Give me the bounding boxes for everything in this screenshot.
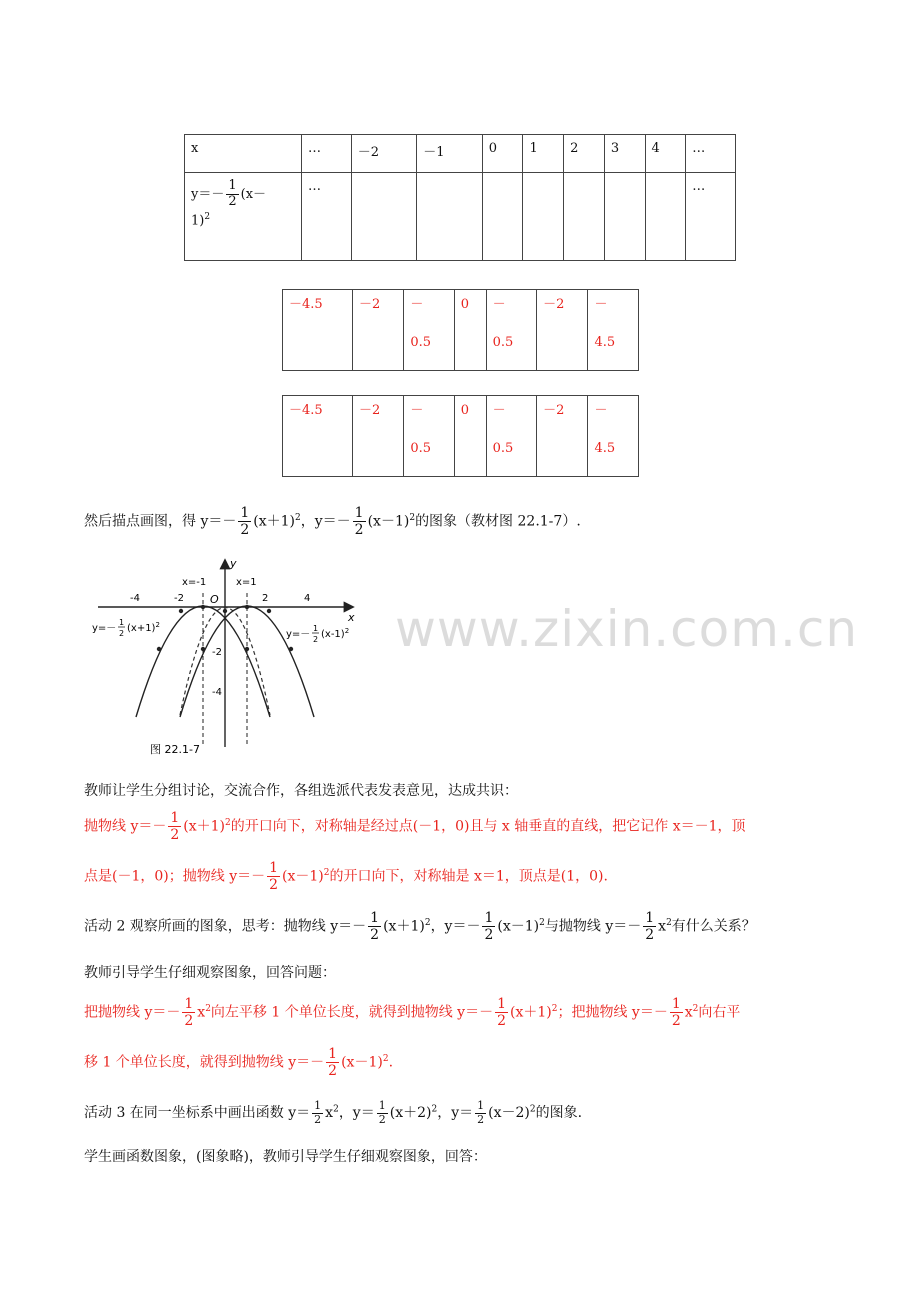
answer-top: － xyxy=(410,297,424,312)
answer-bottom: 0.5 xyxy=(492,335,514,351)
answer-top: －2 xyxy=(358,403,381,418)
y-tick: -4 xyxy=(212,687,222,698)
origin-label: O xyxy=(210,593,219,606)
answer-cell xyxy=(588,290,639,371)
table-cell: －2 xyxy=(351,135,417,173)
answer-cell xyxy=(352,290,403,371)
table-cell xyxy=(564,173,605,261)
frac-den: 2 xyxy=(313,635,319,644)
figure-caption: 图 22.1-7 xyxy=(150,743,200,755)
answer-cell xyxy=(588,396,639,477)
curve-left-label: y=－ xyxy=(92,623,117,634)
y-axis-label: y xyxy=(230,557,237,570)
line-label-right: x=1 xyxy=(236,577,257,588)
table-row xyxy=(283,290,639,371)
answer-top: －2 xyxy=(543,403,565,418)
x-tick: 2 xyxy=(262,593,269,604)
y-tick: -2 xyxy=(212,647,222,658)
answer-cell xyxy=(283,290,353,371)
table-row-y xyxy=(185,173,736,261)
answer-bottom: 0.5 xyxy=(492,441,514,457)
answer-table-2 xyxy=(282,395,639,477)
table-cell xyxy=(523,173,564,261)
answer-top: －4.5 xyxy=(289,403,323,418)
table-cell: 1 xyxy=(523,135,564,173)
table-cell: 3 xyxy=(604,135,645,173)
paragraph-plot-intro: 然后描点画图，得 y＝－ $\frac{1}{2}$ $(x+1)^2$，y＝－ $\frac{1}{2}$ $(x-1)^2$的图象（教材图 22.1-7）. xyxy=(84,505,581,539)
fraction: $\frac{1}{2}$ xyxy=(228,178,237,209)
table-cell xyxy=(482,173,523,261)
paragraph-discussion: 教师让学生分组讨论，交流合作，各组选派代表发表意见，达成共识： xyxy=(84,783,518,799)
answer-bottom: 0.5 xyxy=(410,335,431,351)
y-label-suffix: (x－ xyxy=(240,186,267,202)
line-label-left: x=-1 xyxy=(182,577,207,588)
answer-bottom: 4.5 xyxy=(594,441,616,457)
curve-right-expr: $(x-1)^2$ xyxy=(321,627,350,640)
paragraph-activity-2: 活动 2 观察所画的图象，思考：抛物线 y＝－ $\frac{1}{2}$ $(x+1)^2$，y＝－ $\frac{1}{2}$ $(x-1)^2$与抛物线 y＝－ $\frac{1}{2}$ $x^2$有什么关系？ xyxy=(84,910,756,944)
y-label-prefix: y＝－ xyxy=(191,186,225,202)
table-cell: … xyxy=(302,135,352,173)
x-axis-label: x xyxy=(348,611,355,624)
table-cell: 4 xyxy=(645,135,686,173)
answer-table-1 xyxy=(282,289,639,371)
table-cell: 0 xyxy=(482,135,523,173)
table-cell: 2 xyxy=(564,135,605,173)
answer-top: － xyxy=(594,403,608,418)
paragraph-consensus-2: 点是(－1，0)；抛物线 y＝－ $\frac{1}{2}$ $(x-1)^2$的开口向下，对称轴是 x＝1，顶点是(1，0). xyxy=(84,860,608,894)
paragraph-answer-1: 把抛物线 y＝－ $\frac{1}{2}$ $x^2$向左平移 1 个单位长度，就得到抛物线 y＝－ $\frac{1}{2}$ $(x+1)^2$；把抛物线 y＝－ $\frac{1}{2}$ $x^2$向右平 xyxy=(84,996,741,1030)
table-cell: … xyxy=(686,173,736,261)
answer-top: 0 xyxy=(460,297,470,312)
table-row-x xyxy=(185,135,736,173)
answer-top: － xyxy=(492,297,506,312)
x-tick: 4 xyxy=(304,593,311,604)
table-cell xyxy=(645,173,686,261)
curve-right-label: y=－ xyxy=(286,629,311,640)
frac-num: 1 xyxy=(119,618,125,627)
answer-cell xyxy=(486,290,536,371)
table-row xyxy=(283,396,639,477)
answer-cell xyxy=(454,290,486,371)
paragraph-guide: 教师引导学生仔细观察图象，回答问题： xyxy=(84,965,336,981)
answer-bottom: 4.5 xyxy=(594,335,616,351)
frac-num: 1 xyxy=(313,624,319,633)
table-cell xyxy=(604,173,645,261)
value-table xyxy=(184,134,736,261)
answer-cell xyxy=(404,290,454,371)
table-cell: －1 xyxy=(417,135,483,173)
table-header-y: y＝－ $\frac{1}{2}$ (x－ 1)$^2$ xyxy=(185,173,302,261)
table-header-x: x xyxy=(185,135,302,173)
paragraph-answer-2: 移 1 个单位长度，就得到抛物线 y＝－ $\frac{1}{2}$ $(x-1)^2$. xyxy=(84,1046,394,1080)
y-label-line2: 1) xyxy=(191,213,205,229)
answer-top: － xyxy=(492,403,506,418)
answer-cell xyxy=(454,396,486,477)
answer-bottom: 0.5 xyxy=(410,441,431,457)
frac-den: 2 xyxy=(119,629,125,638)
table-cell: … xyxy=(302,173,352,261)
answer-top: －2 xyxy=(358,297,381,312)
answer-top: －2 xyxy=(543,297,565,312)
answer-top: －4.5 xyxy=(289,297,323,312)
paragraph-consensus-1: 抛物线 y＝－ $\frac{1}{2}$ $(x+1)^2$的开口向下，对称轴是经过点(－1，0)且与 x 轴垂直的直线，把它记作 x＝－1，顶 xyxy=(84,810,746,844)
paragraph-activity-3: 活动 3 在同一坐标系中画出函数 y＝ $\frac{1}{2}$ $x^2$，y＝ $\frac{1}{2}$ $(x+2)^2$，y＝ $\frac{1}{2}$ $(x-2)^2$的图象. xyxy=(84,1099,583,1126)
x-tick: -2 xyxy=(174,593,184,604)
watermark: www.zixin.com.cn xyxy=(395,600,859,658)
curve-left-expr: $(x+1)^2$ xyxy=(127,621,160,634)
table-cell: … xyxy=(686,135,736,173)
answer-cell xyxy=(537,290,588,371)
paragraph-student-draw: 学生画函数图象，(图象略)，教师引导学生仔细观察图象，回答： xyxy=(84,1149,487,1165)
answer-top: 0 xyxy=(460,403,470,418)
answer-cell xyxy=(486,396,536,477)
answer-top: － xyxy=(410,403,424,418)
answer-cell xyxy=(404,396,454,477)
answer-top: － xyxy=(594,297,608,312)
x-tick: -4 xyxy=(130,593,140,604)
answer-cell xyxy=(537,396,588,477)
table-cell xyxy=(417,173,483,261)
table-cell xyxy=(351,173,417,261)
parabola-figure xyxy=(90,555,380,755)
answer-cell xyxy=(283,396,353,477)
answer-cell xyxy=(352,396,403,477)
